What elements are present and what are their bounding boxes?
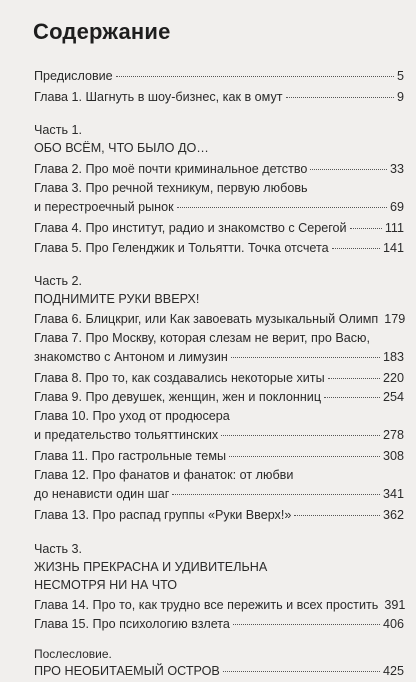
- toc-entry-chapter-2: Глава 2. Про моё почти криминальное детство 33: [34, 162, 404, 176]
- toc-entry-chapter-14: Глава 14. Про то, как трудно все пережить и всех простить 391: [34, 598, 406, 612]
- toc-entry-chapter-13: Глава 13. Про распад группы «Руки Вверх!» 362: [34, 508, 404, 522]
- toc-entry-chapter-15: Глава 15. Про психологию взлета 406: [34, 617, 404, 631]
- toc-entry-chapter-3: Глава 3. Про речной техникум, первую любовь и перестроечный рынок 69: [34, 181, 404, 214]
- part-3-heading-line-2: НЕСМОТРЯ НИ НА ЧТО: [34, 578, 178, 592]
- toc-entry-chapter-8: Глава 8. Про то, как создавались некоторые хиты 220: [34, 371, 404, 385]
- toc-entry-chapter-10: Глава 10. Про уход от продюсера и предательство тольяттинских 278: [34, 409, 404, 442]
- part-1-heading: ОБО ВСЁМ, ЧТО БЫЛО ДО…: [34, 141, 209, 155]
- part-3-heading: ЖИЗНЬ ПРЕКРАСНА И УДИВИТЕЛЬНА: [34, 560, 268, 574]
- part-3-label: Часть 3.: [34, 542, 83, 556]
- toc-entry-chapter-5: Глава 5. Про Геленджик и Тольятти. Точка отсчета 141: [34, 241, 404, 255]
- part-2-heading: ПОДНИМИТЕ РУКИ ВВЕРХ!: [34, 292, 200, 306]
- toc-entry-chapter-4: Глава 4. Про институт, радио и знакомство с Серегой 111: [34, 221, 404, 235]
- page-title: Содержание: [33, 19, 171, 44]
- toc-entry-chapter-7: Глава 7. Про Москву, которая слезам не верит, про Васю, знакомство с Антоном и лимузин 183: [34, 331, 404, 364]
- part-1-label: Часть 1.: [34, 123, 83, 137]
- part-2-label: Часть 2.: [34, 274, 83, 288]
- afterword-label: Послесловие.: [34, 647, 112, 661]
- toc-entry-chapter-6: Глава 6. Блицкриг, или Как завоевать музыкальный Олимп 179: [34, 312, 406, 326]
- toc-entry-afterword: ПРО НЕОБИТАЕМЫЙ ОСТРОВ 425: [34, 664, 404, 678]
- toc-entry-chapter-12: Глава 12. Про фанатов и фанаток: от любви до ненависти один шаг 341: [34, 468, 404, 501]
- toc-entry-preface: Предисловие 5: [34, 69, 404, 83]
- toc-entry-chapter-9: Глава 9. Про девушек, женщин, жен и поклонниц 254: [34, 390, 404, 404]
- toc-entry-chapter-11: Глава 11. Про гастрольные темы 308: [34, 449, 404, 463]
- toc-entry-chapter-1: Глава 1. Шагнуть в шоу-бизнес, как в омут 9: [34, 90, 404, 104]
